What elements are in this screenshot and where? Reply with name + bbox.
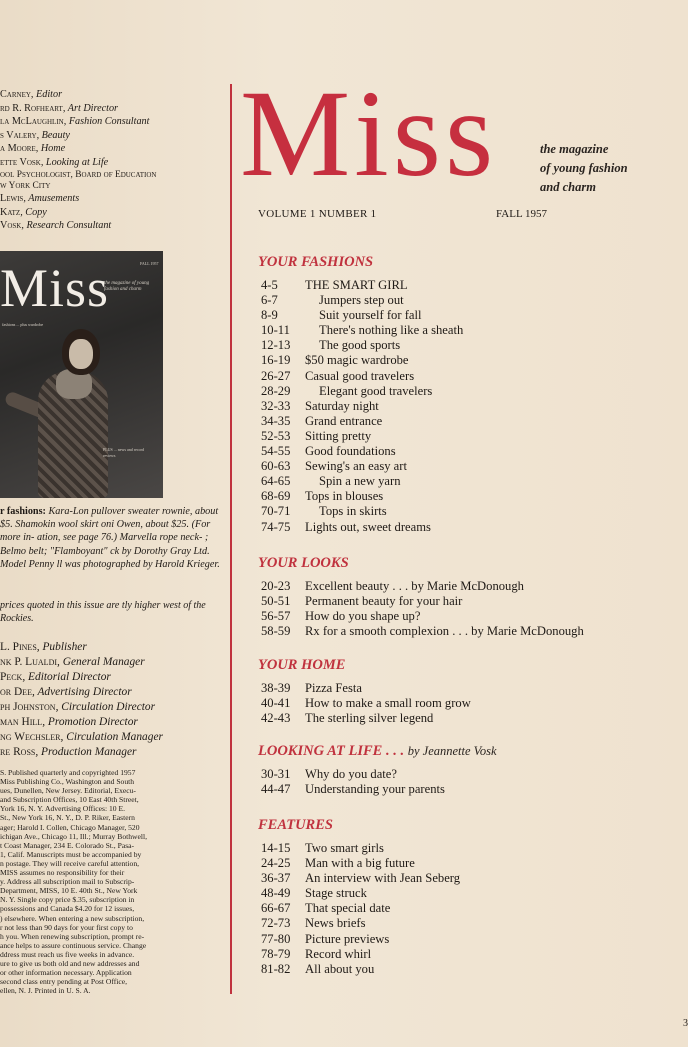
staff-name: Lewis <box>0 192 24 204</box>
toc-article-title: Tops in skirts <box>319 504 387 519</box>
toc-entry <box>258 681 678 696</box>
toc-entry <box>258 504 678 519</box>
toc-article-title: Elegant good travelers <box>319 383 433 398</box>
staff-role: Beauty <box>41 129 70 141</box>
cover-plus-text: PLUS ... news and record reviews <box>103 447 144 458</box>
toc-entry <box>258 916 678 931</box>
section-heading <box>258 815 678 835</box>
toc-page-range: 26-27 <box>261 368 291 383</box>
toc-page-range: 36-37 <box>261 871 291 886</box>
toc-page-range: 78-79 <box>261 946 291 961</box>
staff-role: Promotion Director <box>47 716 138 728</box>
toc-page-range: 28-29 <box>261 383 291 398</box>
toc-entry <box>258 624 678 639</box>
toc-page-range: 70-71 <box>261 504 291 519</box>
toc-article-title: All about you <box>305 961 375 976</box>
toc-page-range: 6-7 <box>261 293 278 308</box>
toc-article-title: The good sports <box>319 338 401 353</box>
staff-list-bottom <box>0 640 222 760</box>
staff-role: Fashion Consultant <box>68 116 150 128</box>
staff-list-top <box>0 88 222 233</box>
section-heading-text: FEATURES <box>258 817 333 833</box>
fine-print-line: Miss Publishing Co., Washington and South <box>0 777 135 787</box>
cover-thumbnail <box>0 251 163 498</box>
cover-caption <box>0 505 222 571</box>
toc-page-range: 54-55 <box>261 444 291 459</box>
toc-entry <box>258 414 678 429</box>
staff-name: ng Wechsler <box>0 731 61 743</box>
staff-role: Editor <box>36 89 63 100</box>
toc-entry <box>258 293 678 308</box>
toc-entry <box>258 947 678 962</box>
toc-page-range: 4-5 <box>261 278 278 292</box>
toc-page-range: 81-82 <box>261 961 291 976</box>
publication-fine-print <box>0 768 222 995</box>
section-heading-text: YOUR LOOKS <box>258 555 349 571</box>
staff-name: a Moore <box>0 143 36 155</box>
staff-role: General Manager <box>62 656 145 668</box>
staff-name: or Dee <box>0 686 32 698</box>
section-heading-text: YOUR HOME <box>258 657 346 673</box>
toc-article-title: Pizza Festa <box>305 681 363 695</box>
section-byline: by Jeannette Vosk <box>407 744 497 758</box>
fine-print-line: York 16, N. Y. Advertising Offices: 10 E. <box>0 804 126 814</box>
page-number: 3 <box>683 1018 688 1029</box>
toc-article-title: Record whirl <box>305 946 372 961</box>
toc-entry <box>258 856 678 871</box>
toc-page-range: 52-53 <box>261 428 291 443</box>
staff-name: Katz <box>0 206 21 218</box>
toc-entry <box>258 369 678 384</box>
staff-entry: ng Wechsler, Circulation Manager <box>0 731 163 743</box>
staff-entry: Peck, Editorial Director <box>0 671 111 683</box>
toc-article-title: Why do you date? <box>305 767 397 781</box>
toc-page-range: 8-9 <box>261 308 278 323</box>
tagline-line-1: the magazine <box>540 142 609 156</box>
staff-entry: s Valery, Beauty <box>0 129 70 141</box>
toc-page-range: 48-49 <box>261 886 291 901</box>
staff-name: Peck <box>0 671 23 683</box>
toc-page-range: 24-25 <box>261 856 291 871</box>
toc-article-title: $50 magic wardrobe <box>305 353 409 368</box>
staff-entry: man Hill, Promotion Director <box>0 716 138 728</box>
section-heading <box>258 553 678 573</box>
toc-article-title: Two smart girls <box>305 841 384 855</box>
staff-entry: nk P. Lualdi, General Manager <box>0 656 145 668</box>
toc-page-range: 38-39 <box>261 681 291 695</box>
toc-page-range: 42-43 <box>261 711 291 726</box>
toc-entry <box>258 711 678 726</box>
toc-entry <box>258 459 678 474</box>
toc-article-title: Tops in blouses <box>305 489 384 504</box>
staff-entry: rd R. Rofheart, Art Director <box>0 102 119 114</box>
staff-role: Copy <box>25 206 47 218</box>
fine-print-line: or other information necessary. Application <box>0 968 132 978</box>
toc-entry <box>258 474 678 489</box>
staff-role: Amusements <box>28 192 80 204</box>
section-heading <box>258 655 678 675</box>
staff-role: Publisher <box>42 641 87 653</box>
toc-entry <box>258 444 678 459</box>
toc-entry <box>258 841 678 856</box>
caption-lead: r fashions: <box>0 506 46 517</box>
toc-page-range: 32-33 <box>261 398 291 413</box>
fine-print-line: n postage. They will receive careful attention, <box>0 858 140 868</box>
staff-role: Research Consultant <box>26 220 112 232</box>
fine-print-line: N. Y. Single copy price $.35, subscription in <box>0 895 135 905</box>
staff-name: re Ross <box>0 746 36 758</box>
staff-role: Circulation Director <box>61 701 156 713</box>
staff-entry: Katz, Copy <box>0 206 47 218</box>
toc-article-title: Suit yourself for fall <box>319 308 422 323</box>
toc-article-title: Sitting pretty <box>305 428 372 443</box>
toc-article-title: An interview with Jean Seberg <box>305 871 461 886</box>
toc-article-title: Casual good travelers <box>305 368 415 383</box>
toc-entry <box>258 932 678 947</box>
fine-print-line: y. Address all subscription mail to Subscrip- <box>0 877 135 887</box>
toc-article-title: THE SMART GIRL <box>305 278 408 292</box>
toc-article-title: How to make a small room grow <box>305 696 471 711</box>
staff-role: Advertising Director <box>37 686 132 698</box>
staff-entry: Vosk, Research Consultant <box>0 220 112 232</box>
toc-article-title: Excellent beauty . . . by Marie McDonough <box>305 579 524 593</box>
section-heading-text: LOOKING AT LIFE . . . <box>258 743 405 759</box>
staff-entry: la McLaughlin, Fashion Consultant <box>0 116 150 128</box>
toc-article-title: News briefs <box>305 916 366 931</box>
staff-name: ette Vosk <box>0 156 41 168</box>
staff-name: ool Psychologist, Board of Education <box>0 169 157 180</box>
toc-page-range: 68-69 <box>261 489 291 504</box>
fine-print-line: second class entry pending at Post Office, <box>0 977 128 987</box>
toc-article-title: Good foundations <box>305 444 396 459</box>
toc-article-title: Saturday night <box>305 398 379 413</box>
staff-entry <box>0 170 222 181</box>
staff-entry: re Ross, Production Manager <box>0 746 137 758</box>
section-heading-text: YOUR FASHIONS <box>258 254 374 270</box>
toc-article-title: Spin a new yarn <box>319 474 401 489</box>
cover-title: Miss <box>0 258 110 318</box>
fine-print-line: r not less than 90 days for your first copy to <box>0 922 133 932</box>
toc-article-title: How do you shape up? <box>305 609 421 624</box>
vertical-divider <box>230 84 232 994</box>
toc-entry <box>258 489 678 504</box>
volume-number: VOLUME 1 NUMBER 1 <box>258 208 377 220</box>
masthead-tagline <box>540 140 628 197</box>
toc-page-range: 34-35 <box>261 413 291 428</box>
toc-entry <box>258 871 678 886</box>
toc-entry <box>258 886 678 901</box>
toc-entry <box>258 429 678 444</box>
staff-name: man Hill <box>0 716 43 728</box>
toc-page-range: 12-13 <box>261 338 291 353</box>
staff-entry: Lewis, Amusements <box>0 192 80 204</box>
toc-page-range: 30-31 <box>261 767 291 781</box>
toc-entry <box>258 520 678 535</box>
toc-page-range: 74-75 <box>261 519 291 534</box>
fine-print-line: ure to give us both old and new addresses and <box>0 958 140 968</box>
toc-article-title: There's nothing like a sheath <box>319 323 464 338</box>
toc-article-title: Stage struck <box>305 886 367 901</box>
fine-print-line: ance helps to assure continuous service. Change <box>0 940 147 950</box>
toc-entry <box>258 308 678 323</box>
staff-name: ph Johnston <box>0 701 56 713</box>
toc-page-range: 66-67 <box>261 901 291 916</box>
fine-print-line: MISS assumes no responsibility for their <box>0 868 125 878</box>
toc-article-title: Grand entrance <box>305 413 383 428</box>
fine-print-line: ager; Harold I. Collen, Chicago Manager, 520 <box>0 822 140 832</box>
toc-page-range: 44-47 <box>261 782 291 797</box>
staff-name: w York City <box>0 180 51 191</box>
toc-article-title: Rx for a smooth complexion . . . by Marie McDonough <box>305 624 584 639</box>
tagline-line-2: of young fashion <box>540 161 628 175</box>
toc-page-range: 10-11 <box>261 323 290 338</box>
toc-article-title: The sterling silver legend <box>305 711 434 726</box>
staff-entry: ette Vosk, Looking at Life <box>0 156 109 168</box>
section-heading <box>258 252 678 272</box>
cover-model-face <box>69 339 93 369</box>
staff-entry: Carney, Editor <box>0 89 63 100</box>
toc-section-fashions <box>258 252 678 535</box>
caption-body: Kara-Lon pullover sweater rownie, about $5. Shamokin wool skirt oni Owen, about $25. (For more in- ation, see page 76.) Marvella rope neck- ; Belmo belt; "Flamboyant" ck by Dorothy Gray Ltd. Model Penny ll was photographed by Harold Krieger. <box>0 506 220 570</box>
toc-article-title: Sewing's an easy art <box>305 459 407 474</box>
staff-entry: or Dee, Advertising Director <box>0 686 132 698</box>
fine-print-line: S. Published quarterly and copyrighted 1957 <box>0 768 136 777</box>
toc-entry <box>258 323 678 338</box>
toc-entry <box>258 782 678 797</box>
toc-entry <box>258 962 678 977</box>
toc-entry <box>258 579 678 594</box>
staff-role: Art Director <box>67 102 119 114</box>
toc-entry <box>258 696 678 711</box>
toc-article-title: Jumpers step out <box>319 293 404 308</box>
toc-page-range: 64-65 <box>261 474 291 489</box>
toc-entry <box>258 399 678 414</box>
toc-entry <box>258 353 678 368</box>
toc-section-home <box>258 655 678 726</box>
staff-role: Editorial Director <box>28 671 111 683</box>
staff-role: Circulation Manager <box>66 731 163 743</box>
toc-page-range: 40-41 <box>261 696 291 711</box>
toc-section-looking-at-life <box>258 741 678 797</box>
staff-entry: a Moore, Home <box>0 143 66 155</box>
staff-role: Looking at Life <box>45 156 109 168</box>
staff-entry <box>0 181 222 192</box>
fine-print-line: St., New York 16, N. Y., D. P. Riker, Eastern <box>0 813 135 823</box>
staff-role: Production Manager <box>41 746 137 758</box>
staff-role: Home <box>40 143 66 155</box>
fine-print-line: ues, Dunellen, New Jersey. Editorial, Execu- <box>0 786 136 796</box>
toc-page-range: 50-51 <box>261 594 291 609</box>
toc-entry <box>258 384 678 399</box>
masthead-title: Miss <box>240 65 498 202</box>
toc-article-title: Understanding your parents <box>305 782 445 797</box>
toc-section-features <box>258 815 678 977</box>
fine-print-line: ellen, N. J. Printed in U. S. A. <box>0 986 91 996</box>
fine-print-line: ichigan Ave., Chicago 11, Ill.; Murray Bothwell, <box>0 831 147 841</box>
section-heading <box>258 741 678 761</box>
toc-entry <box>258 594 678 609</box>
tagline-line-3: and charm <box>540 180 596 194</box>
fine-print-line: and Subscription Offices, 10 East 40th Street, <box>0 795 139 805</box>
toc-entry <box>258 767 678 782</box>
cover-tagline: the magazine of young fashion and charm <box>104 281 150 292</box>
toc-page-range: 58-59 <box>261 624 291 639</box>
toc-article-title: Man with a big future <box>305 856 415 871</box>
toc-page-range: 60-63 <box>261 459 291 474</box>
staff-name: la McLaughlin <box>0 116 64 128</box>
toc-page-range: 20-23 <box>261 579 291 593</box>
fine-print-line: t Coast Manager, 234 E. Colorado St., Pasa- <box>0 840 135 850</box>
staff-name: s Valery <box>0 129 37 141</box>
fine-print-line: h you. When renewing subscription, prompt re- <box>0 931 145 941</box>
staff-name: Carney <box>0 89 31 100</box>
fine-print-line: 1, Calif. Manuscripts must be accompanied by <box>0 849 142 859</box>
fine-print-line: ) elsewhere. When entering a new subscription, <box>0 913 145 923</box>
toc-page-range: 72-73 <box>261 916 291 931</box>
prices-note: prices quoted in this issue are tly higher west of the Rockies. <box>0 600 206 624</box>
staff-entry: L. Pines, Publisher <box>0 641 87 653</box>
fine-print-line: Department, MISS, 10 E. 40th St., New York <box>0 886 138 896</box>
cover-side-text: fashions ... plus wardrobe <box>2 322 44 327</box>
toc-article-title: Permanent beauty for your hair <box>305 594 463 609</box>
toc-page-range: 56-57 <box>261 609 291 624</box>
issue-season: FALL 1957 <box>496 208 548 220</box>
toc-page-range: 77-80 <box>261 931 291 946</box>
staff-name: Vosk <box>0 220 22 232</box>
staff-name: nk P. Lualdi <box>0 656 58 668</box>
toc-article-title: Picture previews <box>305 931 390 946</box>
toc-entry <box>258 609 678 624</box>
toc-article-title: That special date <box>305 901 391 916</box>
toc-article-title: Lights out, sweet dreams <box>305 519 431 534</box>
toc-entry <box>258 901 678 916</box>
staff-name: L. Pines <box>0 641 37 653</box>
staff-entry: ph Johnston, Circulation Director <box>0 701 156 713</box>
toc-page-range: 16-19 <box>261 353 291 368</box>
cover-issue: FALL 1957 <box>140 261 159 266</box>
toc-page-range: 14-15 <box>261 841 291 855</box>
toc-entry <box>258 278 678 293</box>
staff-name: rd R. Rofheart <box>0 102 63 114</box>
fine-print-line: possessions and Canada $4.20 for 12 issues, <box>0 904 135 914</box>
toc-section-looks <box>258 553 678 639</box>
fine-print-line: ddress must reach us five weeks in advance. <box>0 949 135 959</box>
toc-entry <box>258 338 678 353</box>
